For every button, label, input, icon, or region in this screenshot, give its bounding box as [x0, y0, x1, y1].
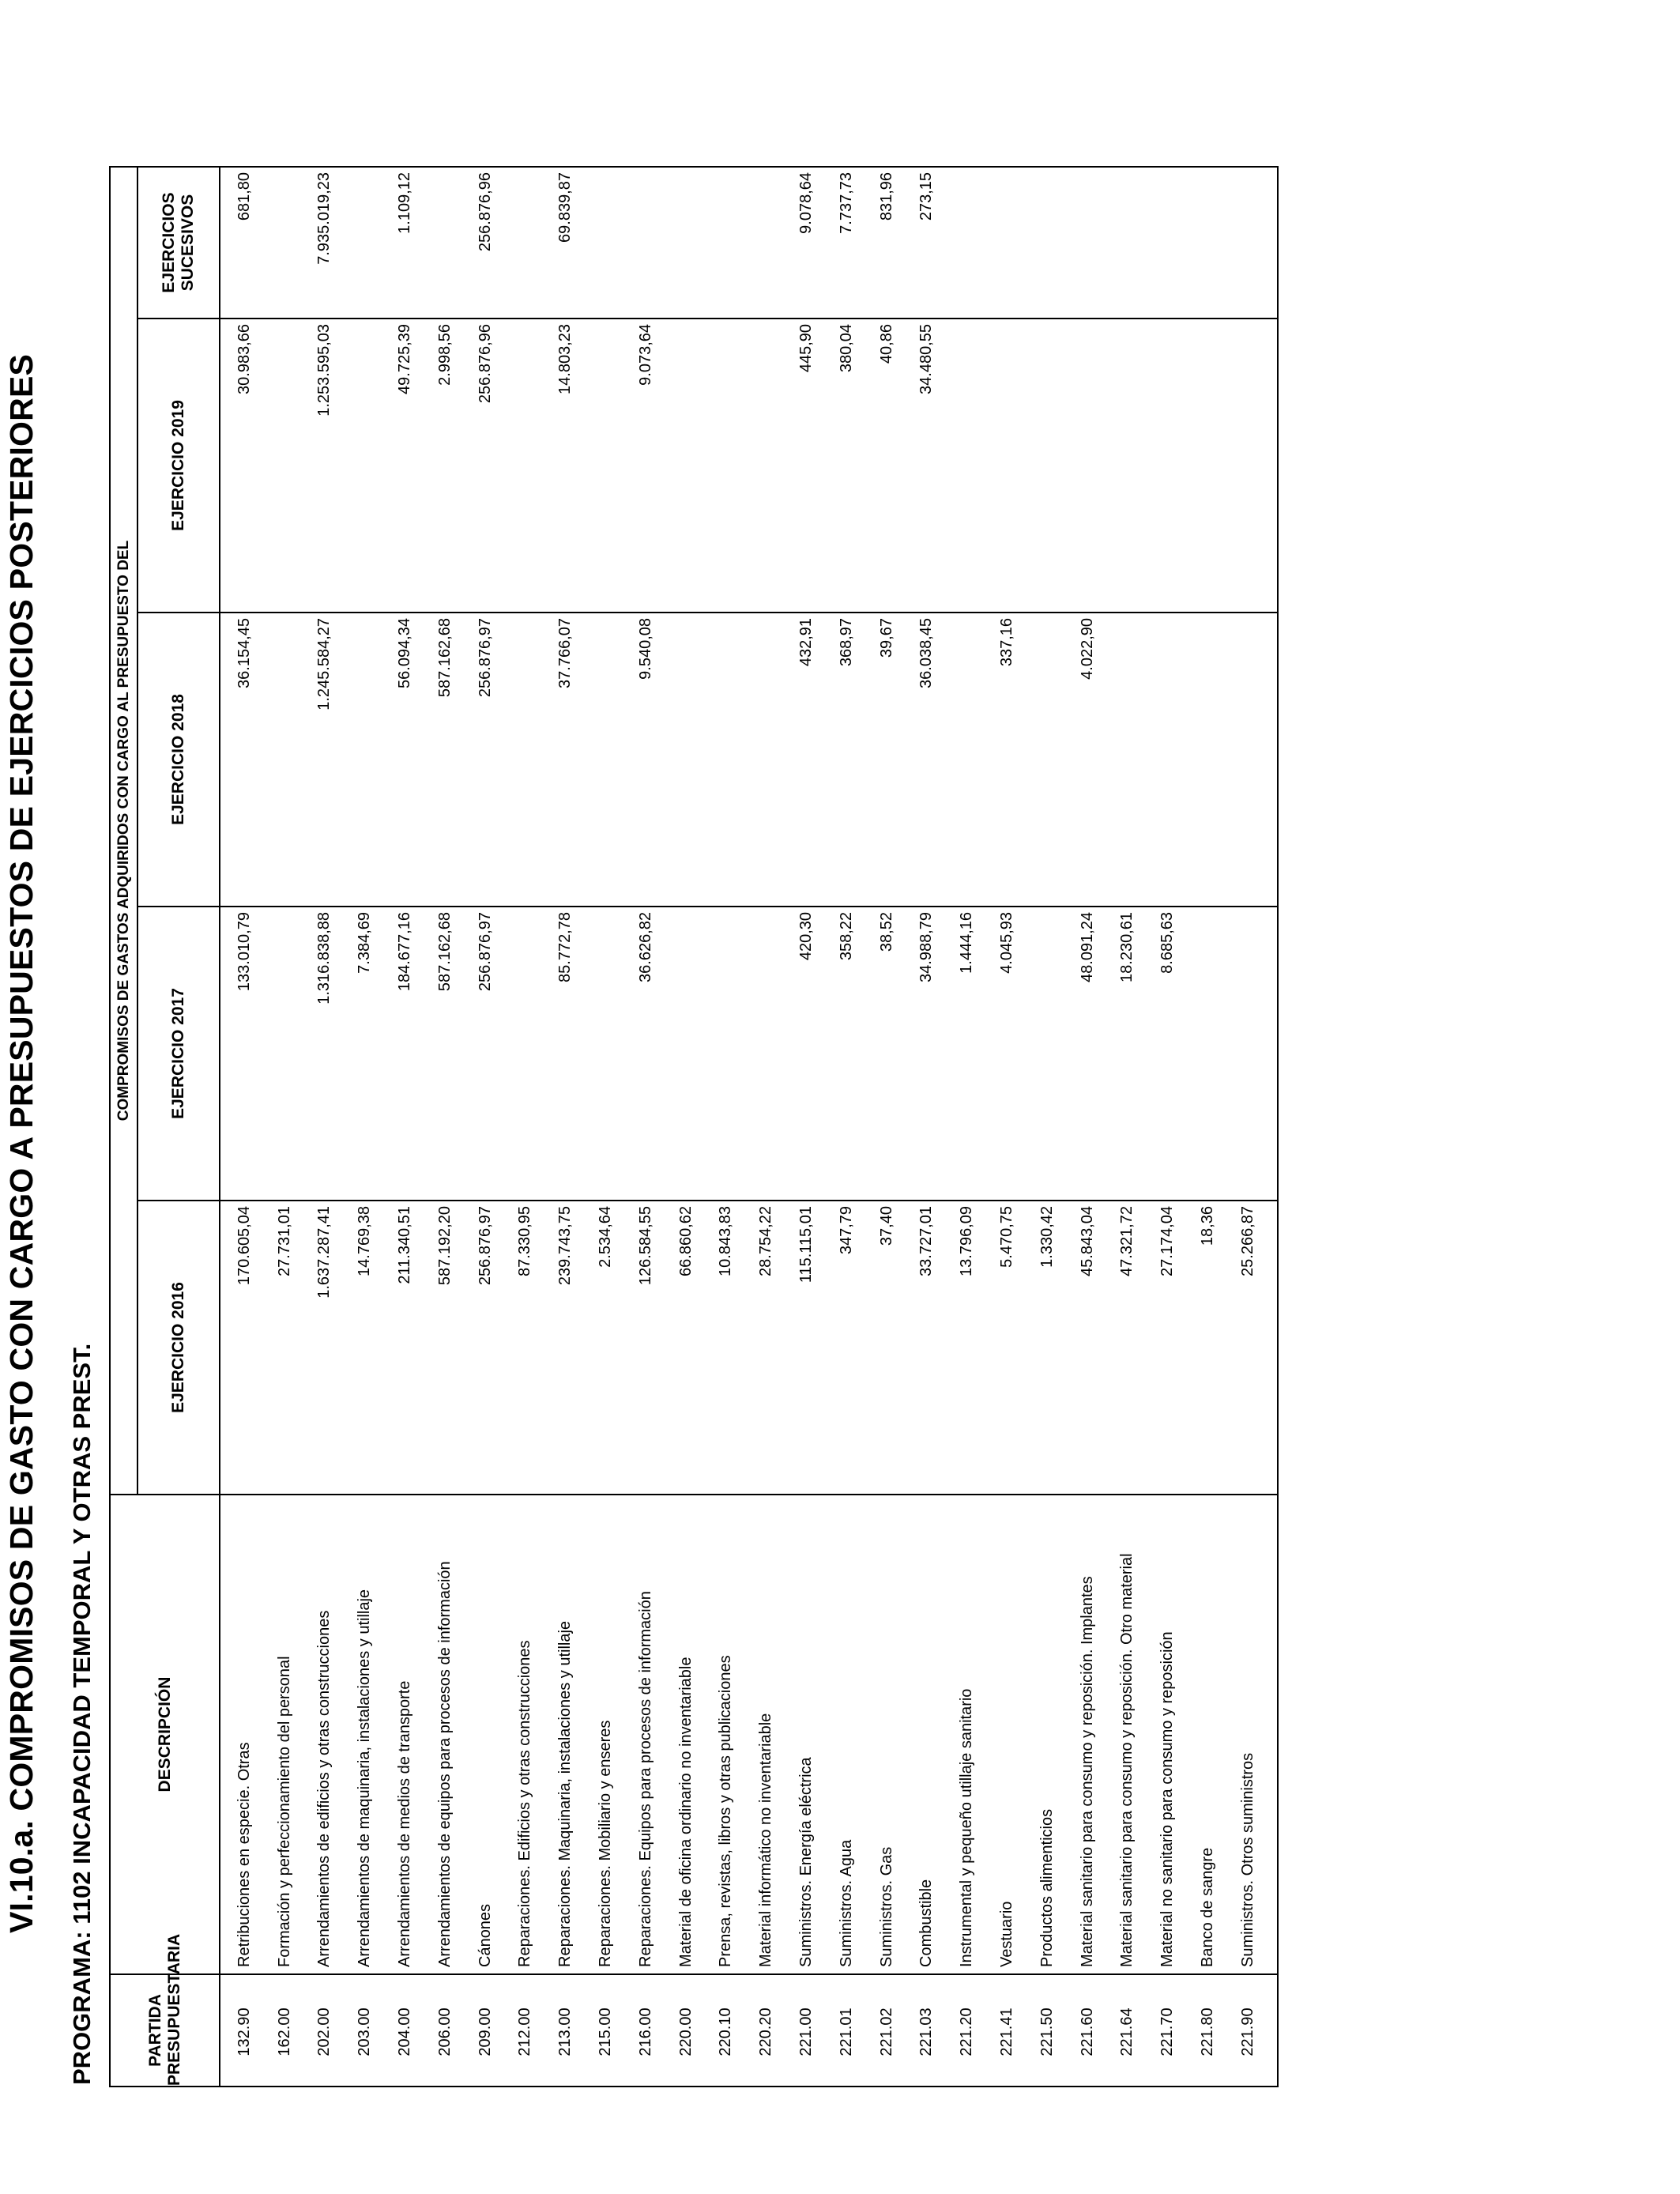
spacer-cell: [1264, 167, 1278, 319]
table-row: [581, 167, 621, 2087]
partida-cell: 204.00: [380, 1974, 420, 2087]
table-row: [822, 167, 862, 2087]
ejercicio-2019-cell: [661, 319, 702, 613]
commitments-table: [109, 166, 1279, 2087]
descripcion-cell: Suministros. Gas: [862, 1495, 902, 1974]
ejercicio-2018-cell: [661, 613, 702, 907]
ejercicio-2017-cell: [501, 907, 541, 1201]
ejercicio-2018-cell: 36.038,45: [902, 613, 943, 907]
ejercicio-2018-cell: 256.876,97: [461, 613, 501, 907]
descripcion-cell: Formación y perfeccionamiento del personal: [260, 1495, 300, 1974]
ejercicio-2019-cell: 2.998,56: [420, 319, 461, 613]
ejercicio-2018-cell: [1103, 613, 1143, 907]
table-body: [220, 167, 1278, 2087]
header-group: COMPROMISOS DE GASTOS ADQUIRIDOS CON CARGO AL PRESUPUESTO DEL: [110, 167, 137, 1495]
table-row: [541, 167, 581, 2087]
partida-cell: 216.00: [621, 1974, 661, 2087]
descripcion-cell: Material de oficina ordinario no inventariable: [661, 1495, 702, 1974]
ejercicio-2016-cell: 13.796,09: [942, 1201, 982, 1495]
ejercicio-2017-cell: 7.384,69: [340, 907, 380, 1201]
descripcion-cell: Arrendamientos de maquinaria, instalaciones y utillaje: [340, 1495, 380, 1974]
ejercicio-2017-cell: 48.091,24: [1063, 907, 1103, 1201]
partida-cell: 221.41: [982, 1974, 1023, 2087]
ejercicio-2019-cell: 49.725,39: [380, 319, 420, 613]
ejercicios-sucesivos-cell: [1143, 167, 1183, 319]
partida-cell: 220.10: [702, 1974, 742, 2087]
ejercicio-2019-cell: 1.253.595,03: [300, 319, 341, 613]
ejercicio-2016-cell: 347,79: [822, 1201, 862, 1495]
ejercicio-2018-cell: [1023, 613, 1063, 907]
descripcion-cell: Material no sanitario para consumo y reposición: [1143, 1495, 1183, 1974]
ejercicios-sucesivos-cell: [982, 167, 1023, 319]
ejercicio-2019-cell: 445,90: [782, 319, 822, 613]
ejercicio-2017-cell: [1223, 907, 1264, 1201]
ejercicio-2017-cell: [741, 907, 782, 1201]
partida-cell: 221.70: [1143, 1974, 1183, 2087]
ejercicio-2018-cell: 56.094,34: [380, 613, 420, 907]
partida-cell: 202.00: [300, 1974, 341, 2087]
table-row: [1183, 167, 1223, 2087]
ejercicio-2016-cell: 33.727,01: [902, 1201, 943, 1495]
header-ejercicio-2019: EJERCICIO 2019: [137, 319, 220, 613]
descripcion-cell: Arrendamientos de edificios y otras construcciones: [300, 1495, 341, 1974]
table-row: [782, 167, 822, 2087]
ejercicio-2018-cell: 36.154,45: [220, 613, 260, 907]
ejercicio-2019-cell: [1063, 319, 1103, 613]
table-row: [942, 167, 982, 2087]
partida-cell: 221.03: [902, 1974, 943, 2087]
ejercicio-2019-cell: 380,04: [822, 319, 862, 613]
ejercicio-2016-cell: 1.330,42: [1023, 1201, 1063, 1495]
ejercicios-sucesivos-cell: 256.876,96: [461, 167, 501, 319]
ejercicio-2019-cell: [702, 319, 742, 613]
ejercicio-2016-cell: 27.174,04: [1143, 1201, 1183, 1495]
header-ejercicio-2016: EJERCICIO 2016: [137, 1201, 220, 1495]
header-ejercicio-2017: EJERCICIO 2017: [137, 907, 220, 1201]
descripcion-cell: Productos alimenticios: [1023, 1495, 1063, 1974]
ejercicio-2017-cell: 8.685,63: [1143, 907, 1183, 1201]
ejercicio-2017-cell: [581, 907, 621, 1201]
ejercicios-sucesivos-cell: [340, 167, 380, 319]
descripcion-cell: Material informático no inventariable: [741, 1495, 782, 1974]
ejercicio-2019-cell: [942, 319, 982, 613]
descripcion-cell: Cánones: [461, 1495, 501, 1974]
descripcion-cell: Suministros. Energía eléctrica: [782, 1495, 822, 1974]
table-row: [621, 167, 661, 2087]
ejercicio-2016-cell: 28.754,22: [741, 1201, 782, 1495]
header-descripcion: DESCRIPCIÓN: [110, 1495, 220, 1974]
ejercicio-2017-cell: 358,22: [822, 907, 862, 1201]
spacer-cell: [1264, 1974, 1278, 2087]
ejercicio-2016-cell: 27.731,01: [260, 1201, 300, 1495]
partida-cell: 221.02: [862, 1974, 902, 2087]
partida-cell: 209.00: [461, 1974, 501, 2087]
ejercicio-2018-cell: 368,97: [822, 613, 862, 907]
ejercicio-2019-cell: [1023, 319, 1063, 613]
ejercicio-2016-cell: 37,40: [862, 1201, 902, 1495]
descripcion-cell: Arrendamientos de equipos para procesos de información: [420, 1495, 461, 1974]
table-row: [1023, 167, 1063, 2087]
descripcion-cell: Material sanitario para consumo y reposición. Otro material: [1103, 1495, 1143, 1974]
ejercicio-2017-cell: 4.045,93: [982, 907, 1023, 1201]
ejercicio-2016-cell: 170.605,04: [220, 1201, 260, 1495]
descripcion-cell: Material sanitario para consumo y reposición. Implantes: [1063, 1495, 1103, 1974]
spacer-cell: [1264, 1201, 1278, 1495]
ejercicios-sucesivos-cell: 831,96: [862, 167, 902, 319]
partida-cell: 132.90: [220, 1974, 260, 2087]
descripcion-cell: Prensa, revistas, libros y otras publicaciones: [702, 1495, 742, 1974]
ejercicios-sucesivos-cell: 7.737,73: [822, 167, 862, 319]
ejercicios-sucesivos-cell: 681,80: [220, 167, 260, 319]
descripcion-cell: Combustible: [902, 1495, 943, 1974]
program-heading: PROGRAMA: 1102 INCAPACIDAD TEMPORAL Y OTRAS PREST.: [68, 1343, 96, 2085]
table-row: [220, 167, 260, 2087]
ejercicio-2017-cell: [661, 907, 702, 1201]
ejercicio-2019-cell: [501, 319, 541, 613]
table-row: [702, 167, 742, 2087]
header-ejercicio-2018: EJERCICIO 2018: [137, 613, 220, 907]
page-title: VI.10.a. COMPROMISOS DE GASTO CON CARGO A PRESUPUESTOS DE EJERCICIOS POSTERIORES: [3, 353, 40, 1933]
ejercicio-2017-cell: 1.316.838,88: [300, 907, 341, 1201]
ejercicio-2019-cell: 34.480,55: [902, 319, 943, 613]
ejercicios-sucesivos-cell: [942, 167, 982, 319]
table-row: [380, 167, 420, 2087]
partida-cell: 221.50: [1023, 1974, 1063, 2087]
ejercicios-sucesivos-cell: [741, 167, 782, 319]
table-row: [1143, 167, 1183, 2087]
table-row: [420, 167, 461, 2087]
table-row: [300, 167, 341, 2087]
descripcion-cell: Vestuario: [982, 1495, 1023, 1974]
ejercicio-2016-cell: 126.584,55: [621, 1201, 661, 1495]
partida-cell: 221.01: [822, 1974, 862, 2087]
partida-cell: 221.20: [942, 1974, 982, 2087]
ejercicio-2016-cell: 115.115,01: [782, 1201, 822, 1495]
ejercicio-2017-cell: 34.988,79: [902, 907, 943, 1201]
descripcion-cell: Banco de sangre: [1183, 1495, 1223, 1974]
ejercicio-2017-cell: 133.010,79: [220, 907, 260, 1201]
ejercicio-2019-cell: 30.983,66: [220, 319, 260, 613]
table-row: [862, 167, 902, 2087]
ejercicios-sucesivos-cell: 7.935.019,23: [300, 167, 341, 319]
descripcion-cell: Reparaciones. Mobiliario y enseres: [581, 1495, 621, 1974]
table-row: [1223, 167, 1264, 2087]
descripcion-cell: Instrumental y pequeño utillaje sanitario: [942, 1495, 982, 1974]
ejercicio-2019-cell: [581, 319, 621, 613]
partida-cell: 220.00: [661, 1974, 702, 2087]
ejercicio-2019-cell: 14.803,23: [541, 319, 581, 613]
descripcion-cell: Suministros. Agua: [822, 1495, 862, 1974]
ejercicio-2016-cell: 18,36: [1183, 1201, 1223, 1495]
partida-cell: 221.90: [1223, 1974, 1264, 2087]
ejercicio-2016-cell: 256.876,97: [461, 1201, 501, 1495]
table-row: [501, 167, 541, 2087]
ejercicio-2019-cell: [1143, 319, 1183, 613]
partida-cell: 212.00: [501, 1974, 541, 2087]
ejercicios-sucesivos-cell: 9.078,64: [782, 167, 822, 319]
partida-cell: 215.00: [581, 1974, 621, 2087]
ejercicio-2016-cell: 14.769,38: [340, 1201, 380, 1495]
spacer-cell: [1264, 1495, 1278, 1974]
ejercicios-sucesivos-cell: [581, 167, 621, 319]
ejercicio-2016-cell: 239.743,75: [541, 1201, 581, 1495]
descripcion-cell: Arrendamientos de medios de transporte: [380, 1495, 420, 1974]
partida-cell: 203.00: [340, 1974, 380, 2087]
descripcion-cell: Suministros. Otros suministros: [1223, 1495, 1264, 1974]
spacer-cell: [1264, 907, 1278, 1201]
ejercicio-2019-cell: [260, 319, 300, 613]
ejercicio-2019-cell: 256.876,96: [461, 319, 501, 613]
ejercicio-2018-cell: 37.766,07: [541, 613, 581, 907]
ejercicio-2018-cell: [1223, 613, 1264, 907]
ejercicio-2018-cell: [581, 613, 621, 907]
partida-cell: 162.00: [260, 1974, 300, 2087]
ejercicio-2016-cell: 211.340,51: [380, 1201, 420, 1495]
header-ejercicios-sucesivos: EJERCICIOS SUCESIVOS: [137, 167, 220, 319]
table-row: [741, 167, 782, 2087]
ejercicios-sucesivos-cell: 69.839,87: [541, 167, 581, 319]
descripcion-cell: Retribuciones en especie. Otras: [220, 1495, 260, 1974]
ejercicio-2017-cell: [1183, 907, 1223, 1201]
ejercicio-2017-cell: [260, 907, 300, 1201]
ejercicio-2019-cell: [1223, 319, 1264, 613]
partida-cell: 221.60: [1063, 1974, 1103, 2087]
ejercicio-2018-cell: 337,16: [982, 613, 1023, 907]
ejercicio-2016-cell: 66.860,62: [661, 1201, 702, 1495]
descripcion-cell: Reparaciones. Equipos para procesos de información: [621, 1495, 661, 1974]
ejercicio-2018-cell: [702, 613, 742, 907]
ejercicios-sucesivos-cell: [1023, 167, 1063, 319]
ejercicio-2017-cell: [1023, 907, 1063, 1201]
ejercicios-sucesivos-cell: [501, 167, 541, 319]
spacer-cell: [1264, 319, 1278, 613]
descripcion-cell: Reparaciones. Edificios y otras construcciones: [501, 1495, 541, 1974]
ejercicios-sucesivos-cell: [420, 167, 461, 319]
ejercicio-2018-cell: 39,67: [862, 613, 902, 907]
partida-cell: 221.80: [1183, 1974, 1223, 2087]
partida-cell: 221.00: [782, 1974, 822, 2087]
header-partida: PARTIDA PRESUPUESTARIA: [110, 1974, 220, 2087]
ejercicios-sucesivos-cell: [702, 167, 742, 319]
ejercicio-2016-cell: 2.534,64: [581, 1201, 621, 1495]
ejercicio-2017-cell: 420,30: [782, 907, 822, 1201]
ejercicio-2018-cell: 1.245.584,27: [300, 613, 341, 907]
ejercicio-2016-cell: 25.266,87: [1223, 1201, 1264, 1495]
ejercicio-2017-cell: 18.230,61: [1103, 907, 1143, 1201]
ejercicio-2016-cell: 1.637.287,41: [300, 1201, 341, 1495]
ejercicios-sucesivos-cell: [1103, 167, 1143, 319]
partida-cell: 221.64: [1103, 1974, 1143, 2087]
ejercicio-2018-cell: [1183, 613, 1223, 907]
table-bottom-spacer: [1264, 167, 1278, 2087]
partida-cell: 220.20: [741, 1974, 782, 2087]
ejercicio-2018-cell: [1143, 613, 1183, 907]
ejercicio-2018-cell: 9.540,08: [621, 613, 661, 907]
table-row: [340, 167, 380, 2087]
table-row: [1063, 167, 1103, 2087]
ejercicio-2016-cell: 10.843,83: [702, 1201, 742, 1495]
ejercicios-sucesivos-cell: 273,15: [902, 167, 943, 319]
ejercicio-2018-cell: [942, 613, 982, 907]
ejercicio-2016-cell: 5.470,75: [982, 1201, 1023, 1495]
ejercicios-sucesivos-cell: [1183, 167, 1223, 319]
ejercicio-2017-cell: 38,52: [862, 907, 902, 1201]
table-row: [461, 167, 501, 2087]
ejercicio-2017-cell: [702, 907, 742, 1201]
partida-cell: 206.00: [420, 1974, 461, 2087]
ejercicio-2019-cell: [1103, 319, 1143, 613]
table-row: [1103, 167, 1143, 2087]
table-row: [902, 167, 943, 2087]
ejercicio-2016-cell: 47.321,72: [1103, 1201, 1143, 1495]
ejercicio-2019-cell: [340, 319, 380, 613]
ejercicio-2016-cell: 87.330,95: [501, 1201, 541, 1495]
ejercicio-2019-cell: [982, 319, 1023, 613]
ejercicio-2016-cell: 45.843,04: [1063, 1201, 1103, 1495]
ejercicio-2018-cell: 432,91: [782, 613, 822, 907]
ejercicio-2017-cell: 36.626,82: [621, 907, 661, 1201]
ejercicios-sucesivos-cell: 1.109,12: [380, 167, 420, 319]
ejercicios-sucesivos-cell: [1223, 167, 1264, 319]
ejercicio-2018-cell: [741, 613, 782, 907]
descripcion-cell: Reparaciones. Maquinaria, instalaciones y utillaje: [541, 1495, 581, 1974]
ejercicio-2019-cell: [1183, 319, 1223, 613]
ejercicio-2017-cell: 256.876,97: [461, 907, 501, 1201]
ejercicio-2018-cell: [260, 613, 300, 907]
ejercicios-sucesivos-cell: [1063, 167, 1103, 319]
ejercicio-2017-cell: 587.162,68: [420, 907, 461, 1201]
spacer-cell: [1264, 613, 1278, 907]
ejercicios-sucesivos-cell: [260, 167, 300, 319]
ejercicio-2017-cell: 1.444,16: [942, 907, 982, 1201]
partida-cell: 213.00: [541, 1974, 581, 2087]
ejercicio-2018-cell: [340, 613, 380, 907]
ejercicio-2019-cell: 40,86: [862, 319, 902, 613]
ejercicio-2017-cell: 184.677,16: [380, 907, 420, 1201]
ejercicio-2016-cell: 587.192,20: [420, 1201, 461, 1495]
ejercicio-2018-cell: [501, 613, 541, 907]
ejercicio-2018-cell: 587.162,68: [420, 613, 461, 907]
ejercicio-2018-cell: 4.022,90: [1063, 613, 1103, 907]
ejercicios-sucesivos-cell: [661, 167, 702, 319]
ejercicio-2019-cell: 9.073,64: [621, 319, 661, 613]
table-row: [982, 167, 1023, 2087]
ejercicio-2017-cell: 85.772,78: [541, 907, 581, 1201]
table-row: [260, 167, 300, 2087]
ejercicios-sucesivos-cell: [621, 167, 661, 319]
table-row: [661, 167, 702, 2087]
ejercicio-2019-cell: [741, 319, 782, 613]
